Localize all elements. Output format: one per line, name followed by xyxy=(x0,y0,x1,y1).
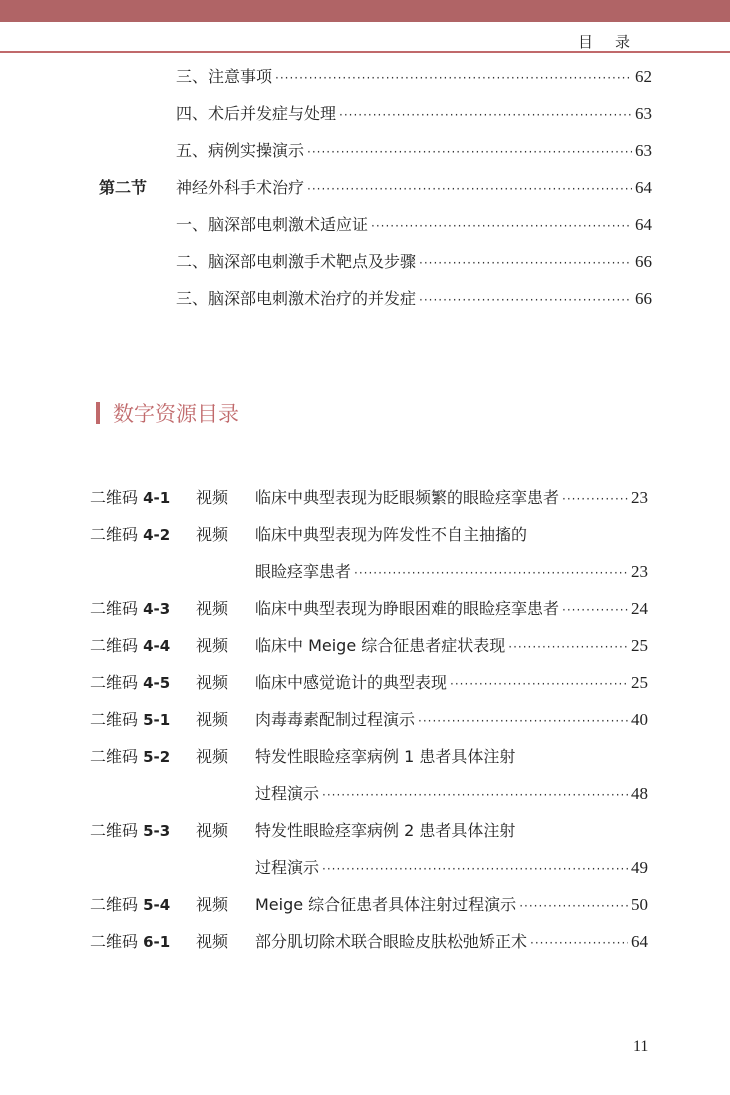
dot-leader xyxy=(418,710,628,732)
dot-leader xyxy=(530,932,628,954)
entry-title: 三、脑深部电刺激术治疗的并发症 xyxy=(176,289,417,308)
entry-page: 66 xyxy=(635,252,652,271)
resource-page: 40 xyxy=(631,710,648,729)
toc-entry[interactable] xyxy=(99,177,652,199)
entry-page: 62 xyxy=(635,67,652,86)
entry-page: 63 xyxy=(635,141,652,160)
qr-label: 二维码 5-1 xyxy=(90,710,171,729)
dot-leader xyxy=(354,562,628,584)
resource-entry[interactable] xyxy=(90,524,648,546)
resource-entry[interactable] xyxy=(90,672,648,694)
dot-leader xyxy=(562,488,628,510)
resource-title: 部分肌切除术联合眼睑皮肤松弛矫正术 xyxy=(255,932,528,951)
qr-label: 二维码 4-1 xyxy=(90,488,171,507)
dot-leader xyxy=(307,141,632,163)
qr-label: 二维码 5-3 xyxy=(90,821,171,840)
dot-leader xyxy=(275,67,632,89)
resource-type: 视频 xyxy=(196,821,229,840)
section-label: 第二节 xyxy=(99,178,148,197)
toc-entry[interactable] xyxy=(176,103,652,125)
resource-page: 64 xyxy=(631,932,648,951)
dot-leader xyxy=(419,289,632,311)
dot-leader xyxy=(508,636,628,658)
resource-type: 视频 xyxy=(196,710,229,729)
resource-entry[interactable] xyxy=(90,746,648,768)
resource-title: 临床中感觉诡计的典型表现 xyxy=(255,673,448,692)
resource-entry[interactable] xyxy=(90,820,648,842)
resource-entry-continuation[interactable] xyxy=(255,783,648,805)
resource-type: 视频 xyxy=(196,673,229,692)
resource-title: 临床中典型表现为睁眼困难的眼睑痉挛患者 xyxy=(255,599,560,618)
entry-page: 66 xyxy=(635,289,652,308)
dot-leader xyxy=(371,215,632,237)
dot-leader xyxy=(450,673,628,695)
resource-page: 49 xyxy=(631,858,648,877)
entry-page: 63 xyxy=(635,104,652,123)
resource-entry[interactable] xyxy=(90,931,648,953)
resource-type: 视频 xyxy=(196,636,229,655)
page-number: 11 xyxy=(633,1038,649,1055)
toc-entry[interactable] xyxy=(176,288,652,310)
heading-text: 数字资源目录 xyxy=(113,402,239,426)
qr-label: 二维码 5-2 xyxy=(90,747,171,766)
qr-label: 二维码 4-5 xyxy=(90,673,171,692)
heading-bar xyxy=(96,402,100,424)
resource-title: 临床中典型表现为阵发性不自主抽搐的 xyxy=(255,525,528,544)
qr-label: 二维码 5-4 xyxy=(90,895,171,914)
resource-entry[interactable] xyxy=(90,635,648,657)
resource-title: 临床中典型表现为眨眼频繁的眼睑痉挛患者 xyxy=(255,488,560,507)
resource-type: 视频 xyxy=(196,488,229,507)
resource-type: 视频 xyxy=(196,895,229,914)
resource-title-line2: 过程演示 xyxy=(255,858,320,877)
resource-type: 视频 xyxy=(196,525,229,544)
resource-title-line2: 过程演示 xyxy=(255,784,320,803)
dot-leader xyxy=(419,252,632,274)
toc-entry[interactable] xyxy=(176,66,652,88)
resource-type: 视频 xyxy=(196,747,229,766)
resource-title: Meige 综合征患者具体注射过程演示 xyxy=(255,895,517,914)
header-rule xyxy=(0,51,730,53)
entry-title: 三、注意事项 xyxy=(176,67,273,86)
resource-page: 23 xyxy=(631,488,648,507)
resource-page: 25 xyxy=(631,673,648,692)
toc-entry[interactable] xyxy=(176,251,652,273)
dot-leader xyxy=(322,858,628,880)
resource-entry[interactable] xyxy=(90,709,648,731)
entry-title: 一、脑深部电刺激术适应证 xyxy=(176,215,369,234)
dot-leader xyxy=(562,599,628,621)
resource-page: 48 xyxy=(631,784,648,803)
resource-entry[interactable] xyxy=(90,598,648,620)
resource-entry[interactable] xyxy=(90,487,648,509)
header-band xyxy=(0,0,730,22)
resource-type: 视频 xyxy=(196,599,229,618)
resource-title: 肉毒毒素配制过程演示 xyxy=(255,710,416,729)
dot-leader xyxy=(339,104,632,126)
dot-leader xyxy=(307,178,632,200)
qr-label: 二维码 6-1 xyxy=(90,932,171,951)
entry-title: 四、术后并发症与处理 xyxy=(176,104,337,123)
resource-title-line2: 眼睑痉挛患者 xyxy=(255,562,352,581)
resource-page: 25 xyxy=(631,636,648,655)
resource-entry[interactable] xyxy=(90,894,648,916)
entry-title: 五、病例实操演示 xyxy=(176,141,305,160)
entry-page: 64 xyxy=(635,215,652,234)
entry-title: 二、脑深部电刺激手术靶点及步骤 xyxy=(176,252,417,271)
dot-leader xyxy=(322,784,628,806)
resource-page: 50 xyxy=(631,895,648,914)
resource-page: 23 xyxy=(631,562,648,581)
entry-title: 神经外科手术治疗 xyxy=(176,178,305,197)
resource-entry-continuation[interactable] xyxy=(255,857,648,879)
resource-page: 24 xyxy=(631,599,648,618)
qr-label: 二维码 4-4 xyxy=(90,636,171,655)
resource-title: 特发性眼睑痉挛病例 1 患者具体注射 xyxy=(255,747,516,766)
running-title: 目录 xyxy=(577,33,652,51)
resource-type: 视频 xyxy=(196,932,229,951)
section-heading xyxy=(96,398,239,428)
dot-leader xyxy=(519,895,628,917)
resource-entry-continuation[interactable] xyxy=(255,561,648,583)
resource-title: 临床中 Meige 综合征患者症状表现 xyxy=(255,636,506,655)
toc-entry[interactable] xyxy=(176,214,652,236)
toc-entry[interactable] xyxy=(176,140,652,162)
qr-label: 二维码 4-2 xyxy=(90,525,171,544)
resource-title: 特发性眼睑痉挛病例 2 患者具体注射 xyxy=(255,821,516,840)
qr-label: 二维码 4-3 xyxy=(90,599,171,618)
entry-page: 64 xyxy=(635,178,652,197)
